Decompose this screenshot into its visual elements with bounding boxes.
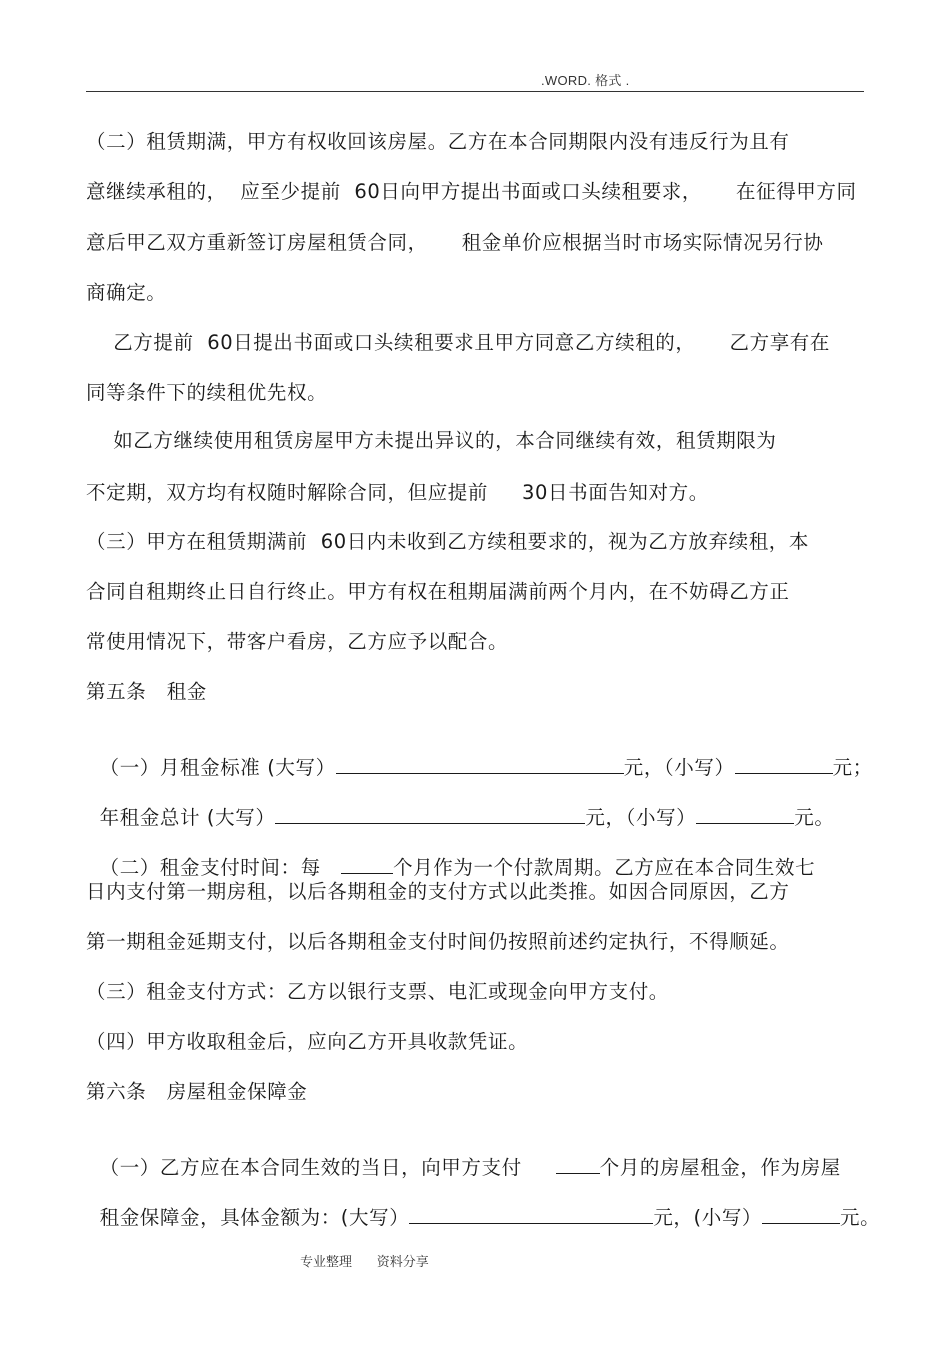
- text-line: 同等条件下的续租优先权。: [86, 381, 328, 404]
- rent-monthly-lowercase-blank[interactable]: [735, 755, 833, 774]
- text-line: 日内支付第一期房租，以后各期租金的支付方式以此类推。如因合同原因，乙方: [86, 880, 790, 903]
- deposit-uppercase-blank[interactable]: [409, 1205, 653, 1224]
- deposit-prefix: （一）乙方应在本合同生效的当日，向甲方支付: [99, 1156, 556, 1179]
- rent-time-prefix: （二）租金支付时间：每: [99, 856, 342, 879]
- deposit-amount-mid: 元，(小写）: [653, 1206, 763, 1229]
- rent-monthly-uppercase-blank[interactable]: [336, 755, 624, 774]
- text-line: （三）甲方在租赁期满前 60日内未收到乙方续租要求的，视为乙方放弃续租，本: [86, 530, 810, 553]
- text-line: 不定期，双方均有权随时解除合同，但应提前 30日书面告知对方。: [86, 481, 709, 504]
- rent-time-line: [86, 829, 816, 879]
- article-6-title: 第六条 房屋租金保障金: [86, 1080, 308, 1103]
- rent-yearly-mid: 元，（小写）: [585, 806, 697, 829]
- rent-yearly-lowercase-blank[interactable]: [696, 805, 794, 824]
- deposit-amount-prefix: 租金保障金，具体金额为：(大写）: [99, 1206, 410, 1229]
- rent-monthly-line: [86, 729, 873, 779]
- deposit-suffix: 个月的房屋租金，作为房屋: [599, 1156, 841, 1179]
- text-line: （二）租赁期满，甲方有权收回该房屋。乙方在本合同期限内没有违反行为且有: [86, 130, 790, 153]
- rent-receipt-line: （四）甲方收取租金后，应向乙方开具收款凭证。: [86, 1030, 529, 1053]
- page-footer: 专业整理 资料分享: [300, 1255, 429, 1270]
- text-line: 意继续承租的， 应至少提前 60日向甲方提出书面或口头续租要求， 在征得甲方同: [86, 180, 857, 203]
- text-line: 商确定。: [86, 281, 167, 304]
- text-line: 意后甲乙双方重新签订房屋租赁合同， 租金单价应根据当时市场实际情况另行协: [86, 231, 824, 254]
- text-line: 乙方提前 60日提出书面或口头续租要求且甲方同意乙方续租的， 乙方享有在: [86, 331, 830, 354]
- rent-cycle-months-blank[interactable]: [341, 855, 393, 874]
- article-5-title: 第五条 租金: [86, 680, 207, 703]
- deposit-lowercase-blank[interactable]: [762, 1205, 840, 1224]
- deposit-line-2: [86, 1179, 881, 1229]
- rent-yearly-suffix: 元。: [794, 806, 835, 829]
- header-divider: [86, 91, 864, 92]
- deposit-amount-suffix: 元。: [840, 1206, 881, 1229]
- rent-monthly-suffix: 元；: [832, 756, 873, 779]
- page-header: .WORD. 格式 .: [541, 73, 630, 88]
- rent-monthly-mid: 元，（小写）: [623, 756, 735, 779]
- text-line: 如乙方继续使用租赁房屋甲方未提出异议的，本合同继续有效，租赁期限为: [86, 429, 777, 452]
- rent-yearly-uppercase-blank[interactable]: [275, 805, 585, 824]
- rent-monthly-prefix: （一）月租金标准 (大写）: [99, 756, 336, 779]
- rent-time-suffix: 个月作为一个付款周期。乙方应在本合同生效七: [393, 856, 816, 879]
- rent-yearly-prefix: 年租金总计 (大写）: [99, 806, 276, 829]
- rent-yearly-line: [86, 779, 835, 829]
- text-line: 合同自租期终止日自行终止。甲方有权在租期届满前两个月内，在不妨碍乙方正: [86, 580, 790, 603]
- rent-method-line: （三）租金支付方式：乙方以银行支票、电汇或现金向甲方支付。: [86, 980, 669, 1003]
- text-line: 第一期租金延期支付，以后各期租金支付时间仍按照前述约定执行，不得顺延。: [86, 930, 790, 953]
- text-line: 常使用情况下，带客户看房，乙方应予以配合。: [86, 630, 509, 653]
- deposit-months-blank[interactable]: [556, 1155, 600, 1174]
- deposit-line-1: [86, 1129, 841, 1179]
